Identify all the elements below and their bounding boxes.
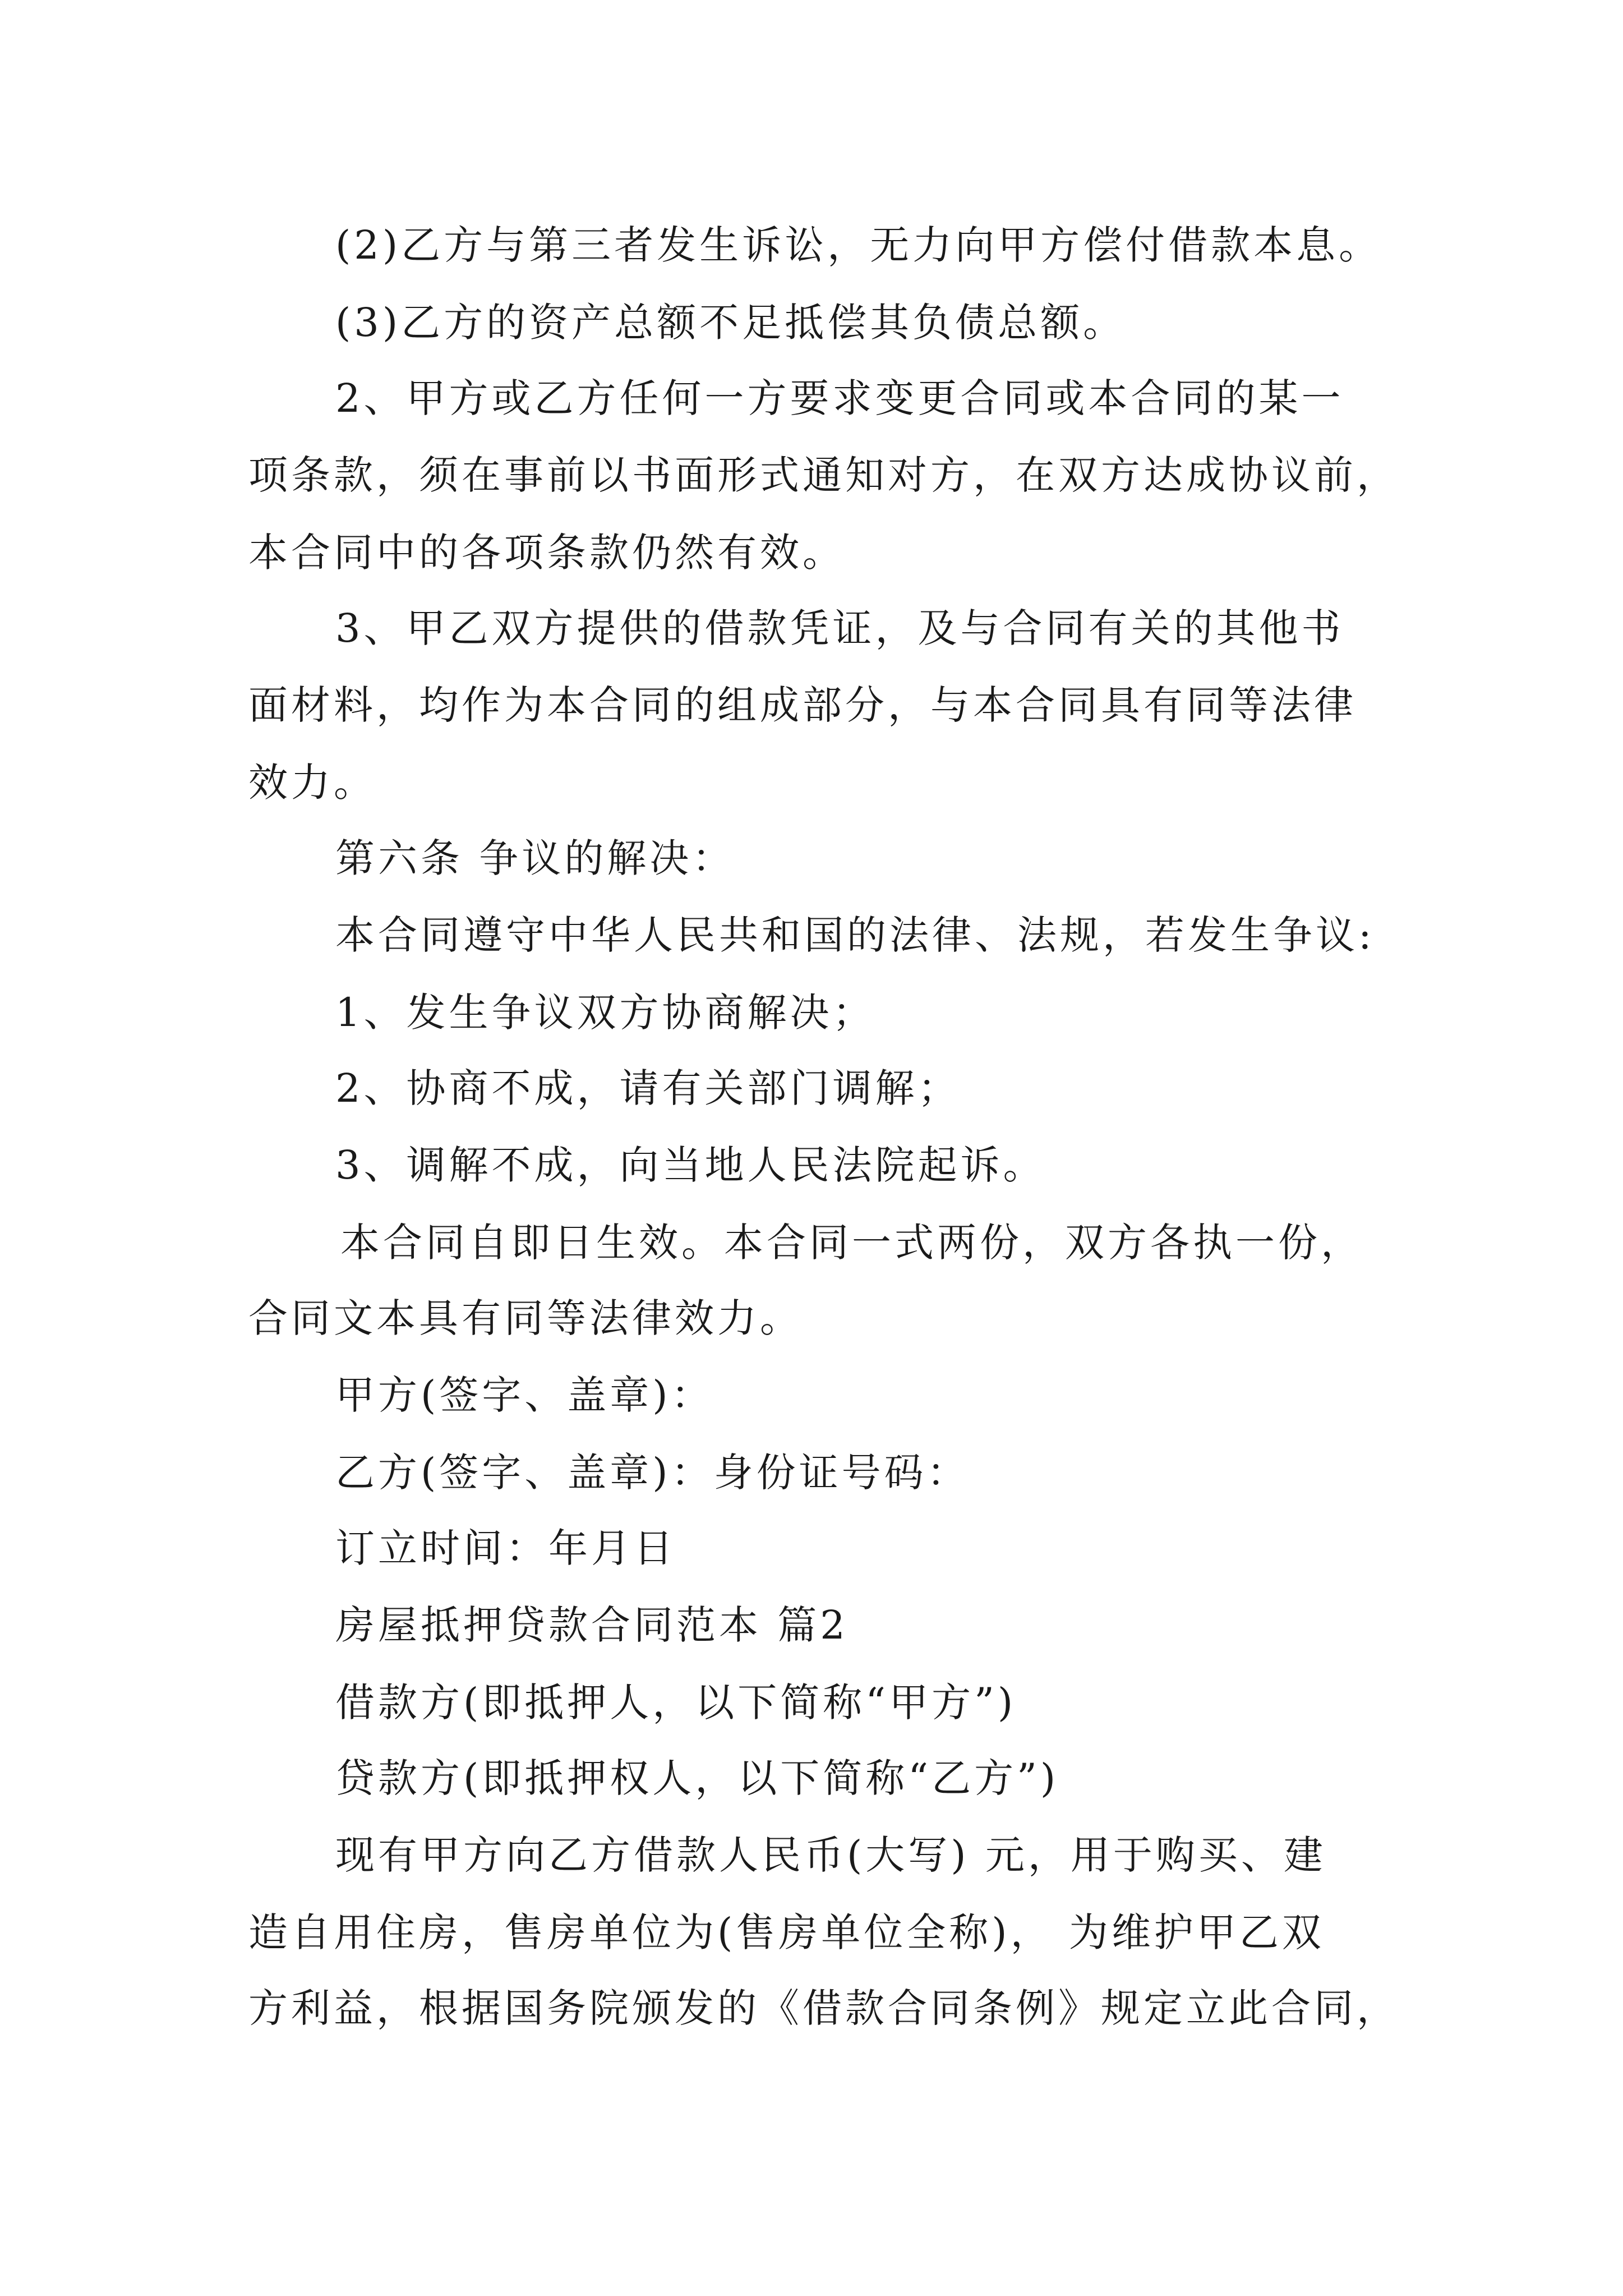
text-line: 1、发生争议双方协商解决； xyxy=(335,990,875,1036)
signature-line-party-a: 甲方(签字、盖章)： xyxy=(335,1372,714,1418)
text-line: 方利益，根据国务院颁发的《借款合同条例》规定立此合同， xyxy=(248,1985,1399,2031)
text-line: 效力。 xyxy=(248,760,376,806)
text-line: 造自用住房，售房单位为(售房单位全称)， 为维护甲乙双 xyxy=(248,1910,1325,1955)
text-line: 本合同自即日生效。本合同一式两份，双方各执一份， xyxy=(340,1220,1363,1266)
text-line: (3)乙方的资产总额不足抵偿其负债总额。 xyxy=(335,300,1126,346)
text-line: 项条款，须在事前以书面形式通知对方，在双方达成协议前， xyxy=(248,452,1399,498)
text-line: (2)乙方与第三者发生诉讼，无力向甲方偿付借款本息。 xyxy=(335,222,1382,268)
signature-line-party-b: 乙方(签字、盖章)：身份证号码： xyxy=(335,1450,970,1496)
text-line: 合同文本具有同等法律效力。 xyxy=(248,1295,803,1341)
text-line: 2、甲方或乙方任何一方要求变更合同或本合同的某一 xyxy=(335,375,1344,421)
text-line: 3、调解不成，向当地人民法院起诉。 xyxy=(335,1142,1046,1188)
text-line: 3、甲乙双方提供的借款凭证，及与合同有关的其他书 xyxy=(335,605,1344,651)
text-line: 本合同遵守中华人民共和国的法律、法规，若发生争议: xyxy=(335,912,1375,958)
text-line: 借款方(即抵押人，以下简称“甲方”) xyxy=(335,1680,1017,1726)
text-line: 2、协商不成，请有关部门调解； xyxy=(335,1065,961,1111)
section-title: 房屋抵押贷款合同范本 篇2 xyxy=(335,1602,849,1648)
text-line: 本合同中的各项条款仍然有效。 xyxy=(248,530,845,576)
section-heading: 第六条 争议的解决： xyxy=(335,835,735,881)
text-line: 贷款方(即抵押权人，以下简称“乙方”) xyxy=(335,1755,1059,1801)
text-line: 面材料，均作为本合同的组成部分，与本合同具有同等法律 xyxy=(248,682,1357,728)
date-line: 订立时间：年月日 xyxy=(335,1525,676,1571)
text-line: 现有甲方向乙方借款人民币(大写) 元，用于购买、建 xyxy=(335,1832,1326,1878)
